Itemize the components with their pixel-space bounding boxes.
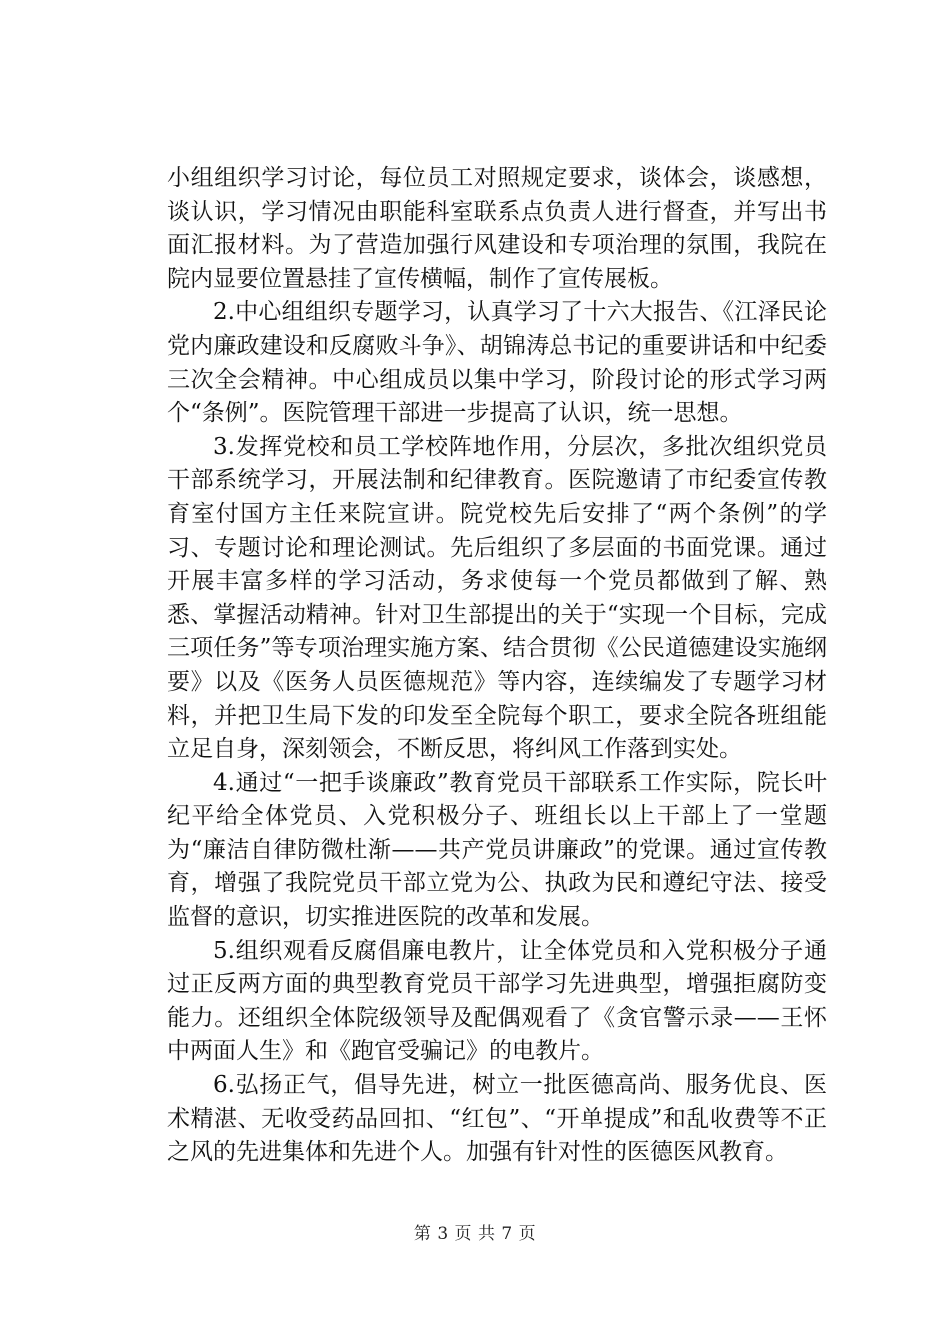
paragraph-item-3: 3.发挥党校和员工学校阵地作用，分层次，多批次组织党员干部系统学习，开展法制和纪律教育。医院邀请了市纪委宣传教育室付国方主任来院宣讲。院党校先后安排了“两个条例”的学习、专题讨论和理论测试。先后组织了多层面的书面党课。通过开展丰富多样的学习活动，务求使每一个党员都做到了解、熟悉、掌握活动精神。针对卫生部提出的关于“实现一个目标，完成三项任务”等专项治理实施方案、结合贯彻《公民道德建设实施纲要》以及《医务人员医德规范》等内容，连续编发了专题学习材料，并把卫生局下发的印发至全院每个职工，要求全院各班组能立足自身，深刻领会，不断反思，将纠风工作落到实处。 <box>167 433 827 763</box>
paragraph-continuation: 小组组织学习讨论，每位员工对照规定要求，谈体会，谈感想，谈认识，学习情况由职能科室联系点负责人进行督查，并写出书面汇报材料。为了营造加强行风建设和专项治理的氛围，我院在院内显要位置悬挂了宣传横幅，制作了宣传展板。 <box>167 165 827 292</box>
paragraph-item-5: 5.组织观看反腐倡廉电教片，让全体党员和入党积极分子通过正反两方面的典型教育党员干部学习先进典型，增强拒腐防变能力。还组织全体院级领导及配偶观看了《贪官警示录——王怀中两面人生》和《跑官受骗记》的电教片。 <box>167 937 827 1065</box>
paragraph-item-6: 6.弘扬正气，倡导先进，树立一批医德高尚、服务优良、医术精湛、无收受药品回扣、“红包”、“开单提成”和乱收费等不正之风的先进集体和先进个人。加强有针对性的医德医风教育。 <box>167 1072 827 1166</box>
paragraph-item-2: 2.中心组组织专题学习，认真学习了十六大报告、《江泽民论党内廉政建设和反腐败斗争》、胡锦涛总书记的重要讲话和中纪委三次全会精神。中心组成员以集中学习，阶段讨论的形式学习两个“条例”。医院管理干部进一步提高了认识，统一思想。 <box>167 299 827 427</box>
page-footer: 第 3 页 共 7 页 <box>413 1224 537 1244</box>
paragraph-item-4: 4.通过“一把手谈廉政”教育党员干部联系工作实际，院长叶纪平给全体党员、入党积极分子、班组长以上干部上了一堂题为“廉洁自律防微杜渐——共产党员讲廉政”的党课。通过宣传教育，增强了我院党员干部立党为公、执政为民和遵纪守法、接受监督的意识，切实推进医院的改革和发展。 <box>167 769 827 931</box>
document-body <box>167 162 827 1170</box>
